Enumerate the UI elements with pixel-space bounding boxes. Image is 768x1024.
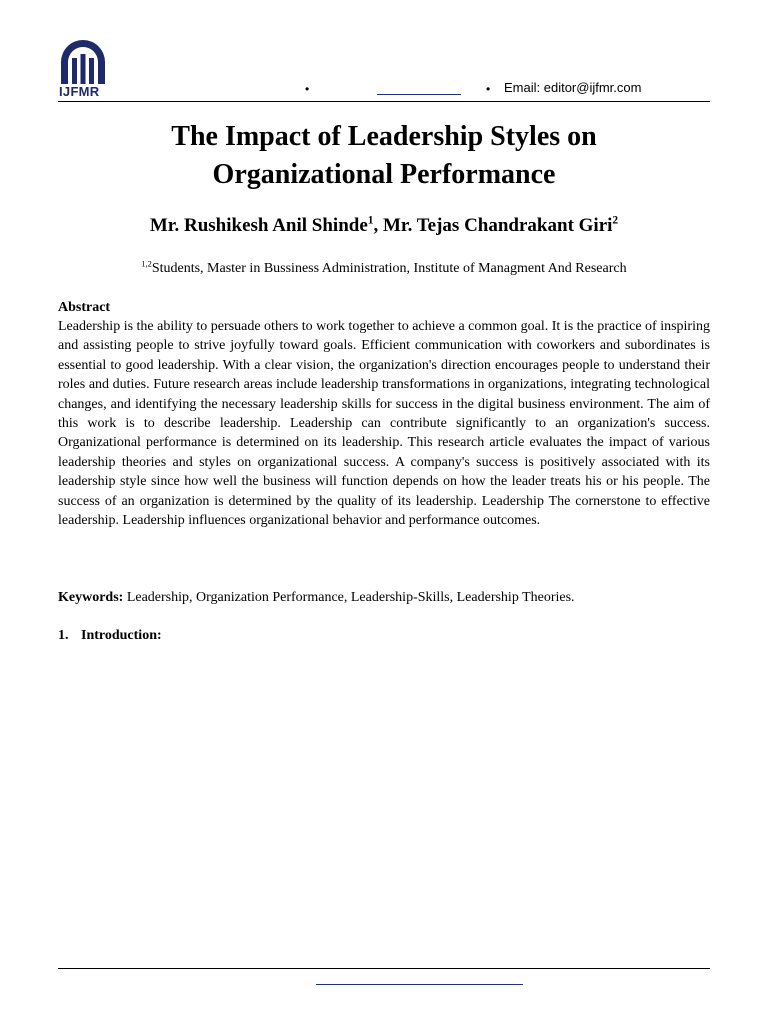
author-affiliation-mark: 2 xyxy=(612,214,619,227)
header-divider xyxy=(58,101,710,102)
title-line-2: Organizational Performance xyxy=(212,159,556,190)
affiliation-text: Students, Master in Bussiness Administration, Institute of Managment And Research xyxy=(151,261,627,276)
abstract-body: Leadership is the ability to persuade others to work together to achieve a common goal. It is the practice of inspiring and assisting people to strive joyfully toward goals. Efficient communication with coworkers and subordinates is essential to good leadership. With a clear vision, the organization's direction encourages people to understand their roles and duties. Future research areas include leadership transformations in organizations, integrating technological changes, and identifying the necessary leadership skills for success in the digital business environment. The aim of this work is to describe leadership. Leadership can contribute significantly to an organization's success. Organizational performance is determined on its leadership. This research article evaluates the impact of various leadership theories and styles on organizational success. A company's success is positively associated with its leadership style since how well the business will function depends on how the leader treats his or his people. The success of an organization is determined by the quality of its leadership. Leadership The cornerstone to effective leadership. Leadership influences organizational behavior and performance outcomes. xyxy=(58,319,710,529)
paper-title xyxy=(58,118,710,194)
author-separator: , xyxy=(373,215,383,236)
keywords xyxy=(58,588,710,607)
website-link[interactable] xyxy=(377,80,461,95)
header-bullet: • xyxy=(305,82,310,96)
keywords-list: Leadership, Organization Performance, Leadership-Skills, Leadership Theories. xyxy=(123,590,575,605)
footer-link[interactable] xyxy=(316,972,523,985)
author-name: Mr. Rushikesh Anil Shinde xyxy=(149,215,368,236)
header-email[interactable]: Email: editor@ijfmr.com xyxy=(504,80,642,95)
author-affiliation-mark: 1 xyxy=(367,214,374,227)
section-title: Introduction: xyxy=(81,628,162,643)
logo-text: IJFMR xyxy=(59,84,100,99)
section-number: 1. xyxy=(58,628,69,643)
header-bullet: • xyxy=(486,82,491,96)
abstract-heading: Abstract xyxy=(58,300,111,315)
section-heading-introduction xyxy=(58,626,162,645)
author-list xyxy=(58,212,710,240)
author-name: Mr. Tejas Chandrakant Giri xyxy=(382,215,613,236)
affiliation-mark: 1,2 xyxy=(141,259,152,269)
footer-divider xyxy=(58,968,710,969)
title-line-1: The Impact of Leadership Styles on xyxy=(171,121,597,152)
keywords-label: Keywords: xyxy=(58,590,124,605)
affiliation xyxy=(58,259,710,279)
